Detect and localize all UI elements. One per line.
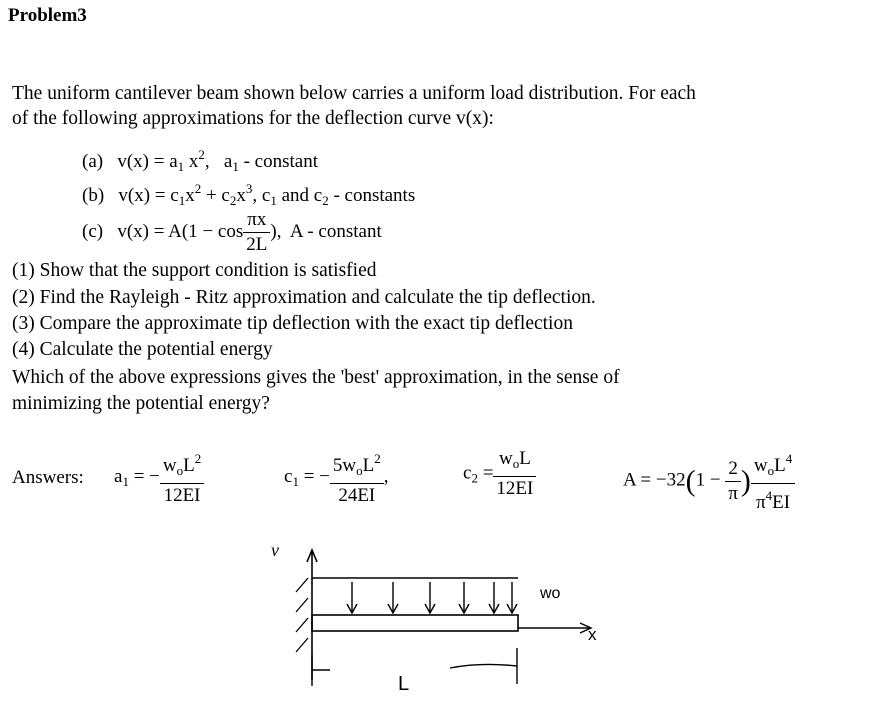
task-1: (1) Show that the support condition is satisfied [12, 260, 377, 281]
question-line-2: minimizing the potential energy? [12, 393, 270, 414]
intro-line-1: The uniform cantilever beam shown below carries a uniform load distribution. For each [12, 83, 696, 104]
problem-title: Problem3 [8, 5, 87, 26]
approx-b: (b) $v(x) = c_1x^2 + c_2x^3$, $c_1$ and $c_2$ - constants [82, 181, 416, 208]
load-arrows [347, 582, 517, 613]
length-label: L [398, 673, 410, 695]
answer-A: A = −32(1 − $\frac{2}{\pi}$ ) $\frac{w_oL^4}{\pi^4EI}$ [623, 447, 795, 515]
task-4: (4) Calculate the potential energy [12, 339, 273, 360]
length-dimension [312, 648, 517, 686]
v-axis-label: v [271, 540, 279, 560]
approx-a: (a) $v(x) = a_1$ $x^2$, $a_1$ - constant [82, 147, 318, 174]
answer-c1: $c_1$ = − $\frac{5w_oL^2}{24EI}$ , [284, 447, 388, 508]
question-line-1: Which of the above expressions gives the 'best' approximation, in the sense of [12, 367, 620, 388]
x-axis-label: x [588, 625, 597, 644]
approx-c: (c) v(x) = A(1 − cos $\frac{\pi x}{2L}$ ), A - constant [82, 209, 382, 255]
fixed-support-hatching [296, 578, 308, 652]
beam [312, 615, 518, 631]
load-label: wo [540, 585, 561, 602]
task-2: (2) Find the Rayleigh - Ritz approximation and calculate the tip deflection. [12, 287, 596, 308]
answer-a1: $a_1$ = − $\frac{w_oL^2}{12EI}$ [114, 447, 204, 508]
answer-c2: $c_2$ = $\frac{w_oL}{12EI}$ [463, 447, 536, 501]
answers-label: Answers: [12, 467, 84, 488]
intro-line-2: of the following approximations for the deflection curve v(x): [12, 108, 494, 129]
x-axis [518, 623, 591, 633]
task-3: (3) Compare the approximate tip deflection with the exact tip deflection [12, 313, 573, 334]
